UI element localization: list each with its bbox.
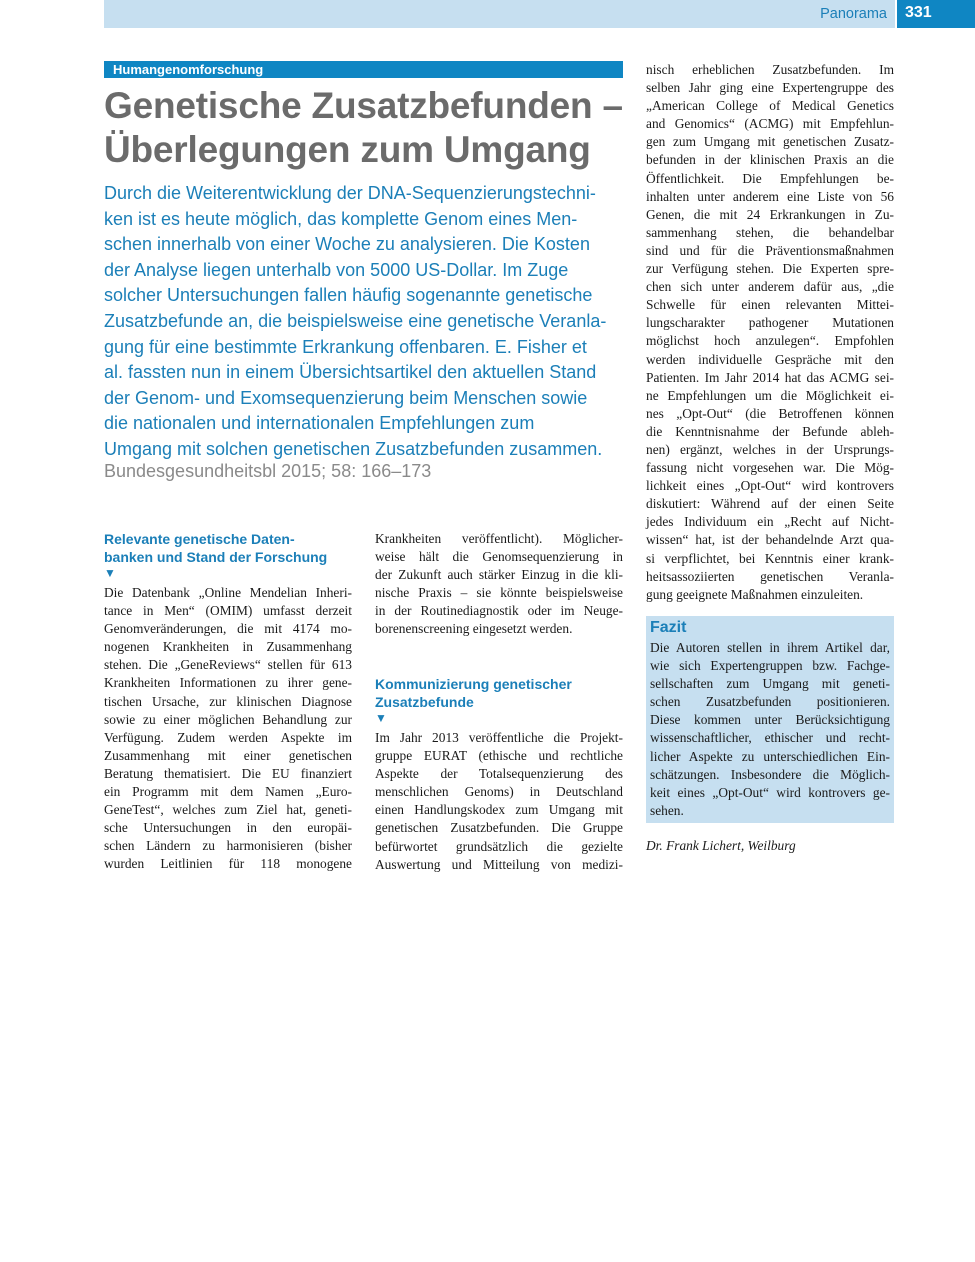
text-line: der Zukunft auch stärker Einzug in die kli- bbox=[375, 567, 623, 583]
text-line: sehen. bbox=[650, 802, 684, 818]
section-heading-communication bbox=[375, 675, 572, 725]
text-line: borenenscreening eingesetzt werden. bbox=[375, 621, 573, 637]
fazit-title: Fazit bbox=[650, 619, 687, 636]
lead-line: der Analyse liegen unterhalb von 5000 US-Dollar. Im Zuge bbox=[104, 259, 569, 280]
lead-line: ken ist es heute möglich, das komplette Genom eines Men- bbox=[104, 208, 578, 229]
text-line: Krankheiten veröffentlicht). Möglicher- bbox=[375, 531, 623, 546]
text-line: zur Verfügung stehen. Die Experten spre- bbox=[646, 261, 894, 277]
text-line: schen Ländern zu harmonisieren (bisher bbox=[104, 838, 352, 854]
text-line: tischen Ursache, zur klinischen Diagnose bbox=[104, 693, 352, 709]
text-line: sind und für die Präventionsmaßnahmen bbox=[646, 242, 894, 258]
text-line: gen zum Umgang mit genetischen Zusatz- bbox=[646, 134, 894, 150]
text-line: gruppe EURAT (ethische und rechtliche bbox=[375, 748, 623, 764]
lead-line: schen innerhalb von einer Woche zu analysieren. Die Kosten bbox=[104, 234, 590, 255]
fazit-box bbox=[646, 616, 894, 823]
text-line: sowie zu einer möglichen Behandlung zur bbox=[104, 711, 352, 727]
text-line: ne Empfehlungen um die Möglichkeit ei- bbox=[646, 387, 894, 403]
text-line: befunden in der klinischen Praxis an die bbox=[646, 152, 894, 168]
text-line: nisch erheblichen Zusatzbefunden. Im bbox=[646, 62, 894, 77]
text-line: si verpflichtet, bei Kenntnis einer krank- bbox=[646, 550, 894, 566]
text-line: Auswertung und Mitteilung von medizi- bbox=[375, 856, 623, 872]
text-line: Patienten. Im Jahr 2014 hat das ACMG sei- bbox=[646, 369, 894, 385]
text-line: Genomveränderungen, die mit 4174 mo- bbox=[104, 621, 352, 637]
text-line: wissen“ hat, ist der behandelnde Arzt qua- bbox=[646, 532, 894, 548]
text-line: selben Jahr ging eine Expertengruppe des bbox=[646, 80, 894, 96]
fazit-text bbox=[650, 639, 890, 820]
lead-line: der Genom- und Exomsequenzierung beim Menschen sowie bbox=[104, 387, 588, 408]
text-line: „American College of Medical Genetics bbox=[646, 98, 894, 114]
text-line: Aspekte der Totalsequenzierung des bbox=[375, 766, 623, 782]
text-line: Genen, die mit 24 Erkrankungen in Zu- bbox=[646, 206, 894, 222]
heading-line: banken und Stand der Forschung bbox=[104, 549, 328, 565]
text-line: Diese kommen unter Berücksichtigung bbox=[650, 712, 890, 728]
text-line: wurden Leitlinien für 118 monogene bbox=[104, 856, 352, 872]
body-column-3 bbox=[646, 61, 894, 604]
text-line: and Genomics“ (ACMG) mit Empfehlun- bbox=[646, 116, 894, 132]
lead-line: solcher Untersuchungen fallen häufig sogenannte genetische bbox=[104, 285, 593, 306]
lead-line: Umgang mit solchen genetischen Zusatzbefunden zusammen. bbox=[104, 438, 603, 459]
title-line: Überlegungen zum Umgang bbox=[104, 129, 591, 170]
text-line: Zusammenhang mit einer genetischen bbox=[104, 747, 352, 763]
text-line: sche Untersuchungen in den europäi- bbox=[104, 820, 352, 836]
text-line: Schwelle für einen relevanten Mittei- bbox=[646, 297, 894, 313]
text-line: die Kenntnisnahme der Befunde ableh- bbox=[646, 423, 894, 439]
heading-line: Relevante genetische Daten- bbox=[104, 531, 295, 547]
text-line: Die Autoren stellen in ihrem Artikel dar, bbox=[650, 640, 890, 655]
text-line: menschlichen Genoms) in Deutschland bbox=[375, 784, 623, 800]
text-line: sellschaften zum Umgang mit geneti- bbox=[650, 676, 890, 692]
text-line: möglichst hoch anzulegen“. Empfohlen bbox=[646, 333, 894, 349]
text-line: tance in Men“ (OMIM) umfasst derzeit bbox=[104, 603, 352, 619]
section-label: Panorama bbox=[820, 6, 887, 22]
body-column-2-continuation bbox=[375, 530, 623, 639]
article-title bbox=[104, 84, 629, 172]
page-number-box bbox=[897, 0, 975, 28]
section-heading-databases bbox=[104, 530, 327, 580]
text-line: Im Jahr 2013 veröffentliche die Projekt- bbox=[375, 730, 623, 745]
text-line: Verfügung. Zudem werden Aspekte im bbox=[104, 729, 352, 745]
text-line: Krankheiten Informationen zu ihrer gene- bbox=[104, 675, 352, 691]
lead-line: al. fassten nun in einem Übersichtsartikel den aktuellen Stand bbox=[104, 362, 597, 383]
text-line: schen Zusatzbefunden positionieren. bbox=[650, 694, 890, 710]
text-line: ein Programm mit dem Namen „Euro- bbox=[104, 784, 352, 800]
triangle-down-icon: ▼ bbox=[375, 711, 387, 725]
lead-line: gung für eine bestimmte Erkrankung offenbaren. E. Fisher et bbox=[104, 336, 587, 357]
text-line: lungscharakter pathogener Mutationen bbox=[646, 315, 894, 331]
text-line: fassung nicht vorgesehen war. Die Mög- bbox=[646, 460, 894, 476]
lead-line: Zusatzbefunde an, die beispielsweise eine genetische Veranla- bbox=[104, 310, 607, 331]
category-label: Humangenomforschung bbox=[104, 61, 623, 78]
author-credit: Dr. Frank Lichert, Weilburg bbox=[646, 838, 796, 853]
text-line: Beratung thematisiert. Die EU finanziert bbox=[104, 765, 352, 781]
header-bar bbox=[104, 0, 895, 28]
text-line: lichkeit eines „Opt-Out“ wird kontrovers bbox=[646, 478, 894, 494]
text-line: inhalten unter anderem eine Liste von 56 bbox=[646, 188, 894, 204]
heading-line: Zusatzbefunde bbox=[375, 694, 474, 710]
text-line: keit eines „Opt-Out“ wird kontrovers ge- bbox=[650, 784, 890, 800]
triangle-down-icon: ▼ bbox=[104, 566, 116, 580]
text-line: nen) ergänzt, welches in der Ursprungs- bbox=[646, 441, 894, 457]
text-line: GeneTest“, welches zum Ziel hat, geneti- bbox=[104, 802, 352, 818]
text-line: heitsassoziierten genetischen Veranla- bbox=[646, 568, 894, 584]
text-line: in der Routinediagnostik oder im Neuge- bbox=[375, 603, 623, 619]
title-line: Genetische Zusatzbefunden – bbox=[104, 85, 623, 126]
text-line: jedes Individuum ein „Recht auf Nicht- bbox=[646, 514, 894, 530]
heading-line: Kommunizierung genetischer bbox=[375, 676, 572, 692]
text-line: befürwortet grundsätzlich die gezielte bbox=[375, 838, 623, 854]
text-line: gung geeignete Maßnahmen einzuleiten. bbox=[646, 586, 864, 602]
text-line: licher Aspekte zu unterschiedlichen Ein- bbox=[650, 748, 890, 764]
text-line: wissenschaftlicher, ethischer und recht- bbox=[650, 730, 890, 746]
text-line: Die Datenbank „Online Mendelian Inheri- bbox=[104, 585, 352, 600]
text-line: nische Praxis – sie könnte beispielsweise bbox=[375, 585, 623, 601]
text-line: werden individuelle Gespräche mit den bbox=[646, 351, 894, 367]
lead-line: Durch die Weiterentwicklung der DNA-Sequenzierungstechni- bbox=[104, 183, 596, 203]
text-line: Öffentlichkeit. Die Empfehlungen be- bbox=[646, 170, 894, 186]
text-line: einen Handlungskodex zum Umgang mit bbox=[375, 802, 623, 818]
text-line: genetischen Zusatzbefunden. Die Gruppe bbox=[375, 820, 623, 836]
article-lead bbox=[104, 181, 629, 463]
text-line: stehen. Die „GeneReviews“ stellen für 613 bbox=[104, 657, 352, 673]
body-column-1 bbox=[104, 584, 352, 874]
text-line: diskutiert: Während auf der einen Seite bbox=[646, 496, 894, 512]
text-line: schätzungen. Insbesondere die Möglich- bbox=[650, 766, 890, 782]
page-number: 331 bbox=[905, 4, 932, 21]
text-line: wie sich Expertengruppen bzw. Fachge- bbox=[650, 658, 890, 674]
text-line: sammenhang stehen, die behandelbar bbox=[646, 224, 894, 240]
text-line: nogenen Krankheiten in Zusammenhang bbox=[104, 639, 352, 655]
text-line: weise hält die Genomsequenzierung in bbox=[375, 549, 623, 565]
lead-line: die nationalen und internationalen Empfehlungen zum bbox=[104, 413, 535, 434]
text-line: nes „Opt-Out“ (die Betroffenen können bbox=[646, 405, 894, 421]
body-column-2 bbox=[375, 729, 623, 874]
text-line: chen sich unter anderem dafür aus, „die bbox=[646, 279, 894, 295]
citation: Bundesgesundheitsbl 2015; 58: 166–173 bbox=[104, 461, 432, 481]
